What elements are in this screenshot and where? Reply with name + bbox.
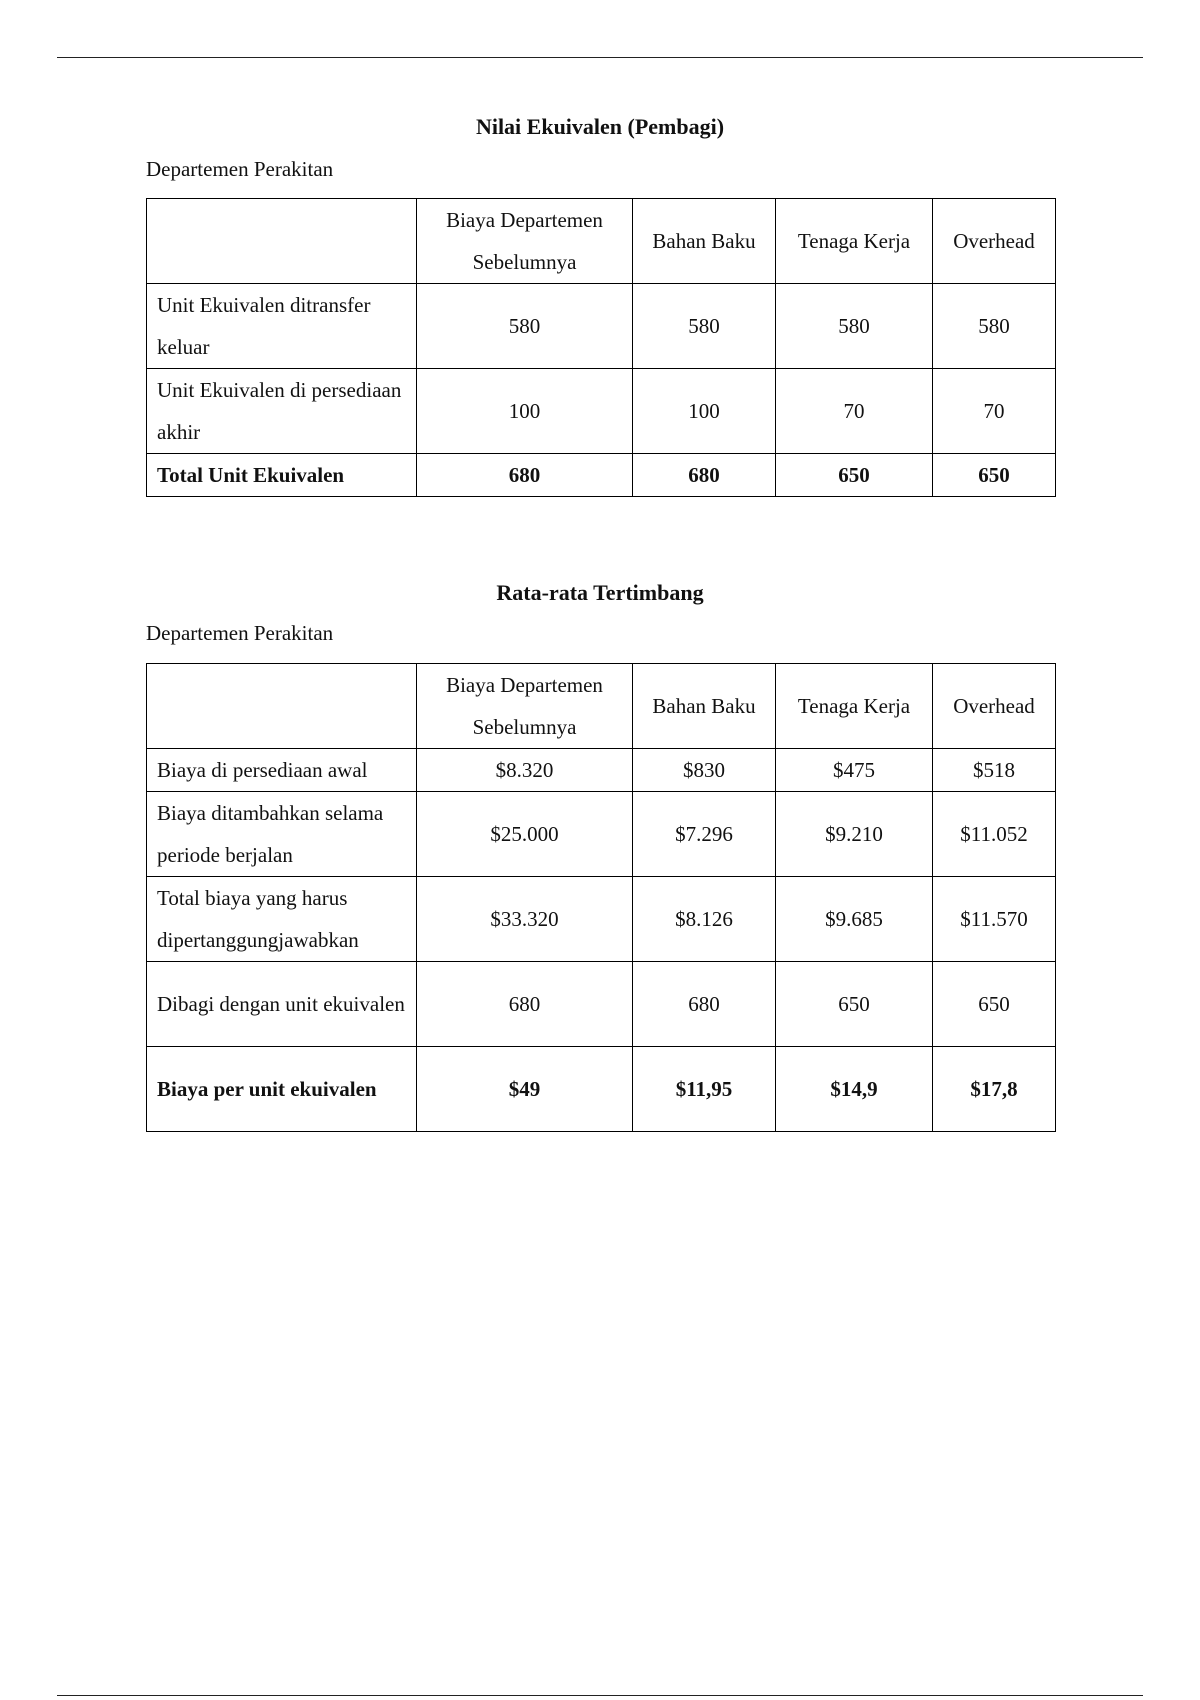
row-label: Biaya di persediaan awal — [147, 749, 417, 792]
header-cell: Overhead — [933, 199, 1056, 284]
row-label: Unit Ekuivalen di persediaan akhir — [147, 369, 417, 454]
equivalent-units-table — [146, 198, 1056, 497]
table-cell: 680 — [417, 454, 633, 497]
table-cell: $9.210 — [776, 792, 933, 877]
row-label: Biaya per unit ekuivalen — [147, 1047, 417, 1132]
table-cell: 650 — [933, 454, 1056, 497]
department-label: Departemen Perakitan — [146, 621, 334, 645]
row-label: Total Unit Ekuivalen — [147, 454, 417, 497]
table-cell: 650 — [933, 962, 1056, 1047]
table-cell: $830 — [633, 749, 776, 792]
table-cell: 580 — [633, 284, 776, 369]
table-header-row — [147, 199, 1056, 284]
table-cell: 680 — [417, 962, 633, 1047]
table-cell: $17,8 — [933, 1047, 1056, 1132]
table-cell: $475 — [776, 749, 933, 792]
table-cell: 70 — [933, 369, 1056, 454]
table-cell: 580 — [417, 284, 633, 369]
table-cell: $518 — [933, 749, 1056, 792]
table-row — [147, 749, 1056, 792]
table-cell: 650 — [776, 454, 933, 497]
row-label: Unit Ekuivalen ditransfer keluar — [147, 284, 417, 369]
table-cell: $8.320 — [417, 749, 633, 792]
table-row — [147, 284, 1056, 369]
table-cell: $7.296 — [633, 792, 776, 877]
table-cell: 580 — [933, 284, 1056, 369]
department-label: Departemen Perakitan — [146, 157, 334, 181]
table-cell: $33.320 — [417, 877, 633, 962]
table-total-row — [147, 454, 1056, 497]
table-cell: 100 — [633, 369, 776, 454]
table-cell: $11.052 — [933, 792, 1056, 877]
table-cell: $11,95 — [633, 1047, 776, 1132]
header-cell: Tenaga Kerja — [776, 664, 933, 749]
table-cell: $49 — [417, 1047, 633, 1132]
header-cell: Tenaga Kerja — [776, 199, 933, 284]
header-rule — [57, 57, 1143, 58]
table-cell: $9.685 — [776, 877, 933, 962]
table-cell: 580 — [776, 284, 933, 369]
row-label: Total biaya yang harus dipertanggungjawabkan — [147, 877, 417, 962]
weighted-average-table — [146, 663, 1056, 1132]
table-cell: 680 — [633, 454, 776, 497]
table-cell: 650 — [776, 962, 933, 1047]
table-cell: $11.570 — [933, 877, 1056, 962]
header-cell — [147, 199, 417, 284]
table-cell: $14,9 — [776, 1047, 933, 1132]
table-row — [147, 962, 1056, 1047]
row-label: Dibagi dengan unit ekuivalen — [147, 962, 417, 1047]
table-row — [147, 369, 1056, 454]
header-cell: Overhead — [933, 664, 1056, 749]
table-cell: 70 — [776, 369, 933, 454]
header-cell: Biaya Departemen Sebelumnya — [417, 664, 633, 749]
header-cell: Biaya Departemen Sebelumnya — [417, 199, 633, 284]
table-total-row — [147, 1047, 1056, 1132]
header-cell: Bahan Baku — [633, 664, 776, 749]
section-title-weighted-average: Rata-rata Tertimbang — [496, 580, 704, 605]
row-label: Biaya ditambahkan selama periode berjalan — [147, 792, 417, 877]
header-cell: Bahan Baku — [633, 199, 776, 284]
table-row — [147, 877, 1056, 962]
table-cell: $25.000 — [417, 792, 633, 877]
header-cell — [147, 664, 417, 749]
table-header-row — [147, 664, 1056, 749]
table-cell: 680 — [633, 962, 776, 1047]
table-cell: $8.126 — [633, 877, 776, 962]
footer-rule — [57, 1695, 1143, 1696]
table-row — [147, 792, 1056, 877]
table-cell: 100 — [417, 369, 633, 454]
section-title-equivalent-units: Nilai Ekuivalen (Pembagi) — [475, 114, 725, 139]
